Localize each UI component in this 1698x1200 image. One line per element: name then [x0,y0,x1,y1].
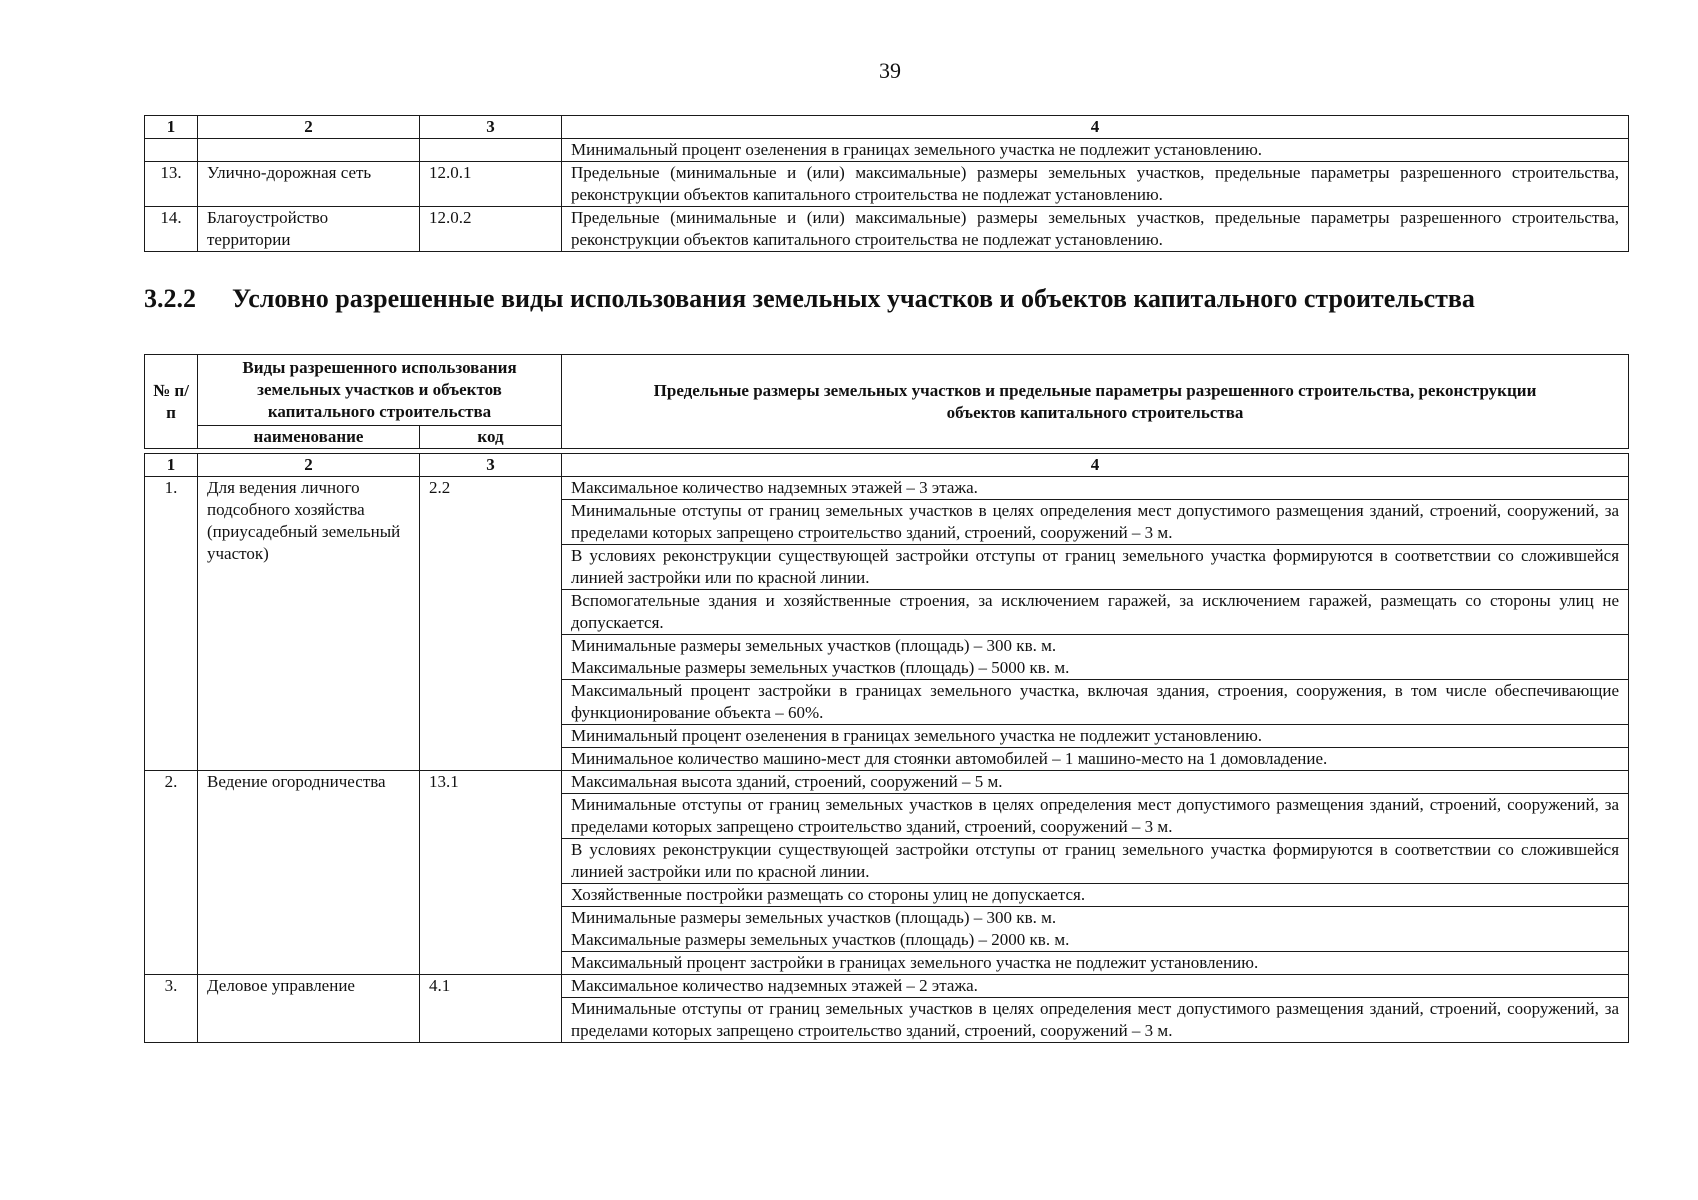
use-name: Для ведения личного подсобного хозяйства (приусадебный земельный участок) [198,477,420,771]
header-num: № п/п [145,355,198,449]
param-text: В условиях реконструкции существующей застройки отступы от границ земельного участка формируются в соответствии со сложившейся линией застройки или по красной линии. [571,840,1620,881]
table-row [145,975,1629,998]
row-number: 2. [145,771,198,975]
cell-empty [420,139,562,162]
table-row [145,207,1629,252]
param-text: Минимальные отступы от границ земельных участков в целях определения мест допустимого размещения зданий, строений, сооружений, за пределами которых запрещено строительство зданий, строений, сооружений – 3 м. [571,795,1620,836]
use-name: Ведение огородничества [198,771,420,975]
table-row [145,771,1629,794]
param-text: Минимальные отступы от границ земельных участков в целях определения мест допустимого размещения зданий, строений, сооружений, за пределами которых запрещено строительство зданий, строений, сооружений – 3 м. [571,501,1620,542]
use-code: 12.0.1 [420,162,562,207]
param-text: Максимальный процент застройки в границах земельного участка, включая здания, строения, сооружения, в том числе обеспечивающие функционирование объекта – 60%. [571,681,1620,722]
header-types-group: Виды разрешенного использования земельных участков и объектов капитального строительства [198,355,562,426]
column-number-row [145,116,1629,139]
param-text: Максимальные размеры земельных участков (площадь) – 2000 кв. м. [571,930,1070,949]
param-cell: Предельные (минимальные и (или) максимальные) размеры земельных участков, предельные параметры разрешенного строительства, реконструкции объектов капитального строительства не подлежат установлению. [562,207,1629,252]
row-number: 1. [145,477,198,771]
param-cell [562,952,1629,975]
colnum-4: 4 [562,116,1629,139]
section-title: Условно разрешенные виды использования земельных участков и объектов капитального строительства [232,284,1475,313]
param-text: Максимальное количество надземных этажей – 3 этажа. [571,478,978,497]
param-text: Максимальная высота зданий, строений, сооружений – 5 м. [571,772,1003,791]
colnum-3: 3 [420,116,562,139]
param-text: Максимальное количество надземных этажей – 2 этажа. [571,976,978,995]
table-row [145,477,1629,500]
param-text: Минимальный процент озеленения в границах земельного участка не подлежит установлению. [571,726,1263,745]
table-row [145,162,1629,207]
colnum-2: 2 [198,116,420,139]
use-name: Деловое управление [198,975,420,1043]
page-number: 39 [879,58,901,83]
header-limits: Предельные размеры земельных участков и предельные параметры разрешенного строительства, реконструкции объектов капитального строительства [562,355,1629,449]
main-table-body [145,477,1629,1043]
param-cell [562,907,1629,952]
header-row [145,355,1629,426]
use-name: Улично-дорожная сеть [198,162,420,207]
param-text: Минимальные размеры земельных участков (площадь) – 300 кв. м. [571,908,1057,927]
param-cell [562,500,1629,545]
param-cell [562,680,1629,725]
param-cell: Предельные (минимальные и (или) максимальные) размеры земельных участков, предельные параметры разрешенного строительства, реконструкции объектов капитального строительства не подлежат установлению. [562,162,1629,207]
conditional-uses-table [144,354,1629,1043]
colnum-4: 4 [562,454,1629,477]
param-cell [562,590,1629,635]
param-text: В условиях реконструкции существующей застройки отступы от границ земельного участка формируются в соответствии со сложившейся линией застройки или по красной линии. [571,546,1620,587]
param-cell [562,771,1629,794]
param-cell: Минимальный процент озеленения в границах земельного участка не подлежит установлению. [562,139,1629,162]
param-text: Максимальный процент застройки в границах земельного участка не подлежит установлению. [571,953,1259,972]
colnum-1: 1 [145,454,198,477]
use-code: 2.2 [420,477,562,771]
param-text: Минимальное количество машино-мест для стоянки автомобилей – 1 машино-место на 1 домовладение. [571,749,1328,768]
header-name: наименование [198,426,420,449]
row-number: 14. [145,207,198,252]
cell-empty [198,139,420,162]
section-number: 3.2.2 [144,284,196,313]
param-cell [562,748,1629,771]
param-text: Максимальные размеры земельных участков (площадь) – 5000 кв. м. [571,658,1070,677]
param-cell [562,477,1629,500]
param-cell [562,975,1629,998]
param-text: Минимальные размеры земельных участков (площадь) – 300 кв. м. [571,636,1057,655]
param-text: Вспомогательные здания и хозяйственные строения, за исключением гаражей, за исключением гаражей, размещать со стороны улиц не допускается. [571,591,1620,632]
use-code: 4.1 [420,975,562,1043]
use-name: Благоустройство территории [198,207,420,252]
param-cell [562,884,1629,907]
colnum-3: 3 [420,454,562,477]
param-text: Минимальные отступы от границ земельных участков в целях определения мест допустимого размещения зданий, строений, сооружений, за пределами которых запрещено строительство зданий, строений, сооружений – 3 м. [571,999,1620,1040]
cell-empty [145,139,198,162]
row-number: 13. [145,162,198,207]
param-cell [562,794,1629,839]
param-cell [562,839,1629,884]
param-cell [562,725,1629,748]
param-cell [562,635,1629,680]
colnum-1: 1 [145,116,198,139]
column-number-row [145,454,1629,477]
colnum-2: 2 [198,454,420,477]
section-heading [144,284,1644,314]
use-code: 12.0.2 [420,207,562,252]
use-code: 13.1 [420,771,562,975]
row-number: 3. [145,975,198,1043]
header-code: код [420,426,562,449]
param-cell [562,545,1629,590]
param-cell [562,998,1629,1043]
continuation-table [144,115,1629,252]
table-row [145,139,1629,162]
param-text: Хозяйственные постройки размещать со стороны улиц не допускается. [571,885,1086,904]
